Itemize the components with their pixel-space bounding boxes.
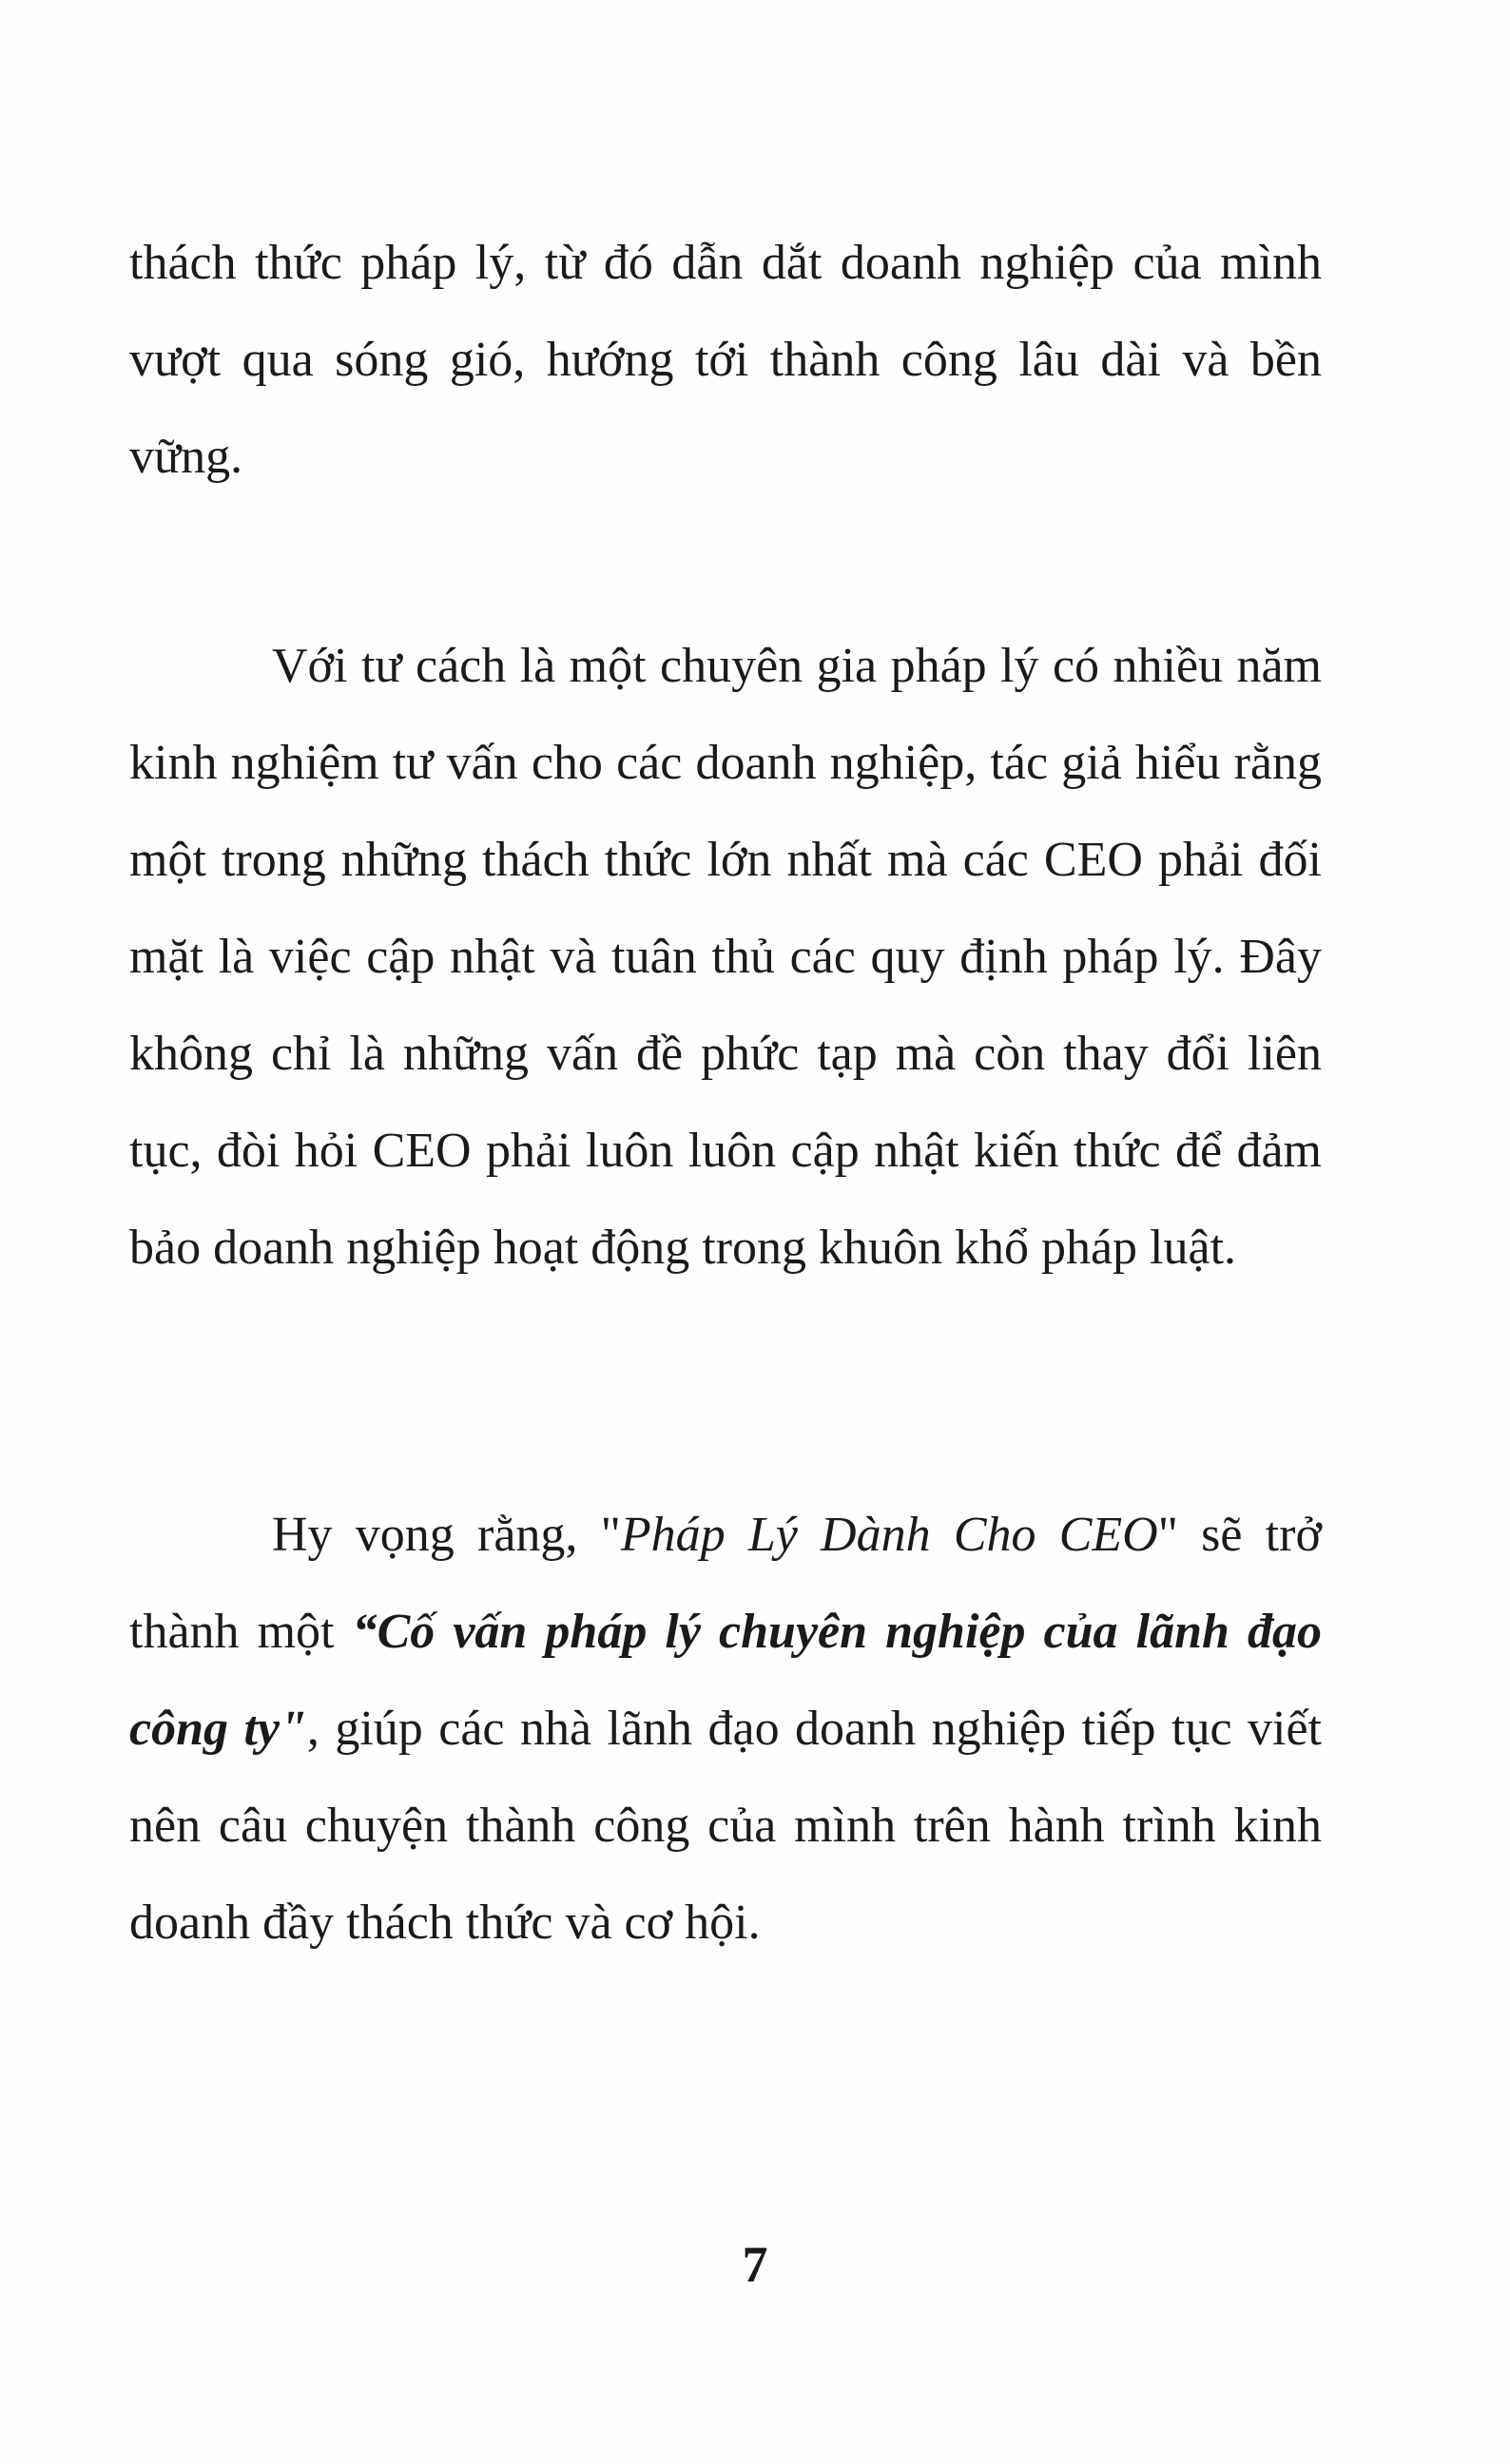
paragraph-3-connector: " sẽ trở thành một [129, 1508, 1322, 1659]
paragraph-2: Với tư cách là một chuyên gia pháp lý có nhiều năm kinh nghiệm tư vấn cho các doanh nghiệp, tác giả hiểu rằng một trong những thách thức lớn nhất mà các CEO phải đối mặt là việc cập nhật và tuân thủ các quy định pháp lý. Đây không chỉ là những vấn đề phức tạp mà còn thay đổi liên tục, đòi hỏi CEO phải luôn luôn cập nhật kiến thức để đảm bảo doanh nghiệp hoạt động trong khuôn khổ pháp luật. [129, 639, 1322, 1275]
paragraph-3-intro: Hy vọng rằng, " [272, 1508, 621, 1562]
book-title: Pháp Lý Dành Cho CEO [620, 1508, 1158, 1562]
paragraph-3-ending: , giúp các nhà lãnh đạo doanh nghiệp tiếp tục viết nên câu chuyện thành công của mình trên hành trình kinh doanh đầy thách thức và cơ hội. [129, 1702, 1322, 1950]
emphasized-phrase: “Cố vấn pháp lý chuyên nghiệp của lãnh đạo công ty" [129, 1605, 1322, 1756]
page-number: 7 [742, 2236, 768, 2293]
paragraph-3 [129, 1487, 1322, 1972]
paragraph-1: thách thức pháp lý, từ đó dẫn dắt doanh nghiệp của mình vượt qua sóng gió, hướng tới thành công lâu dài và bền vững. [129, 236, 1322, 484]
